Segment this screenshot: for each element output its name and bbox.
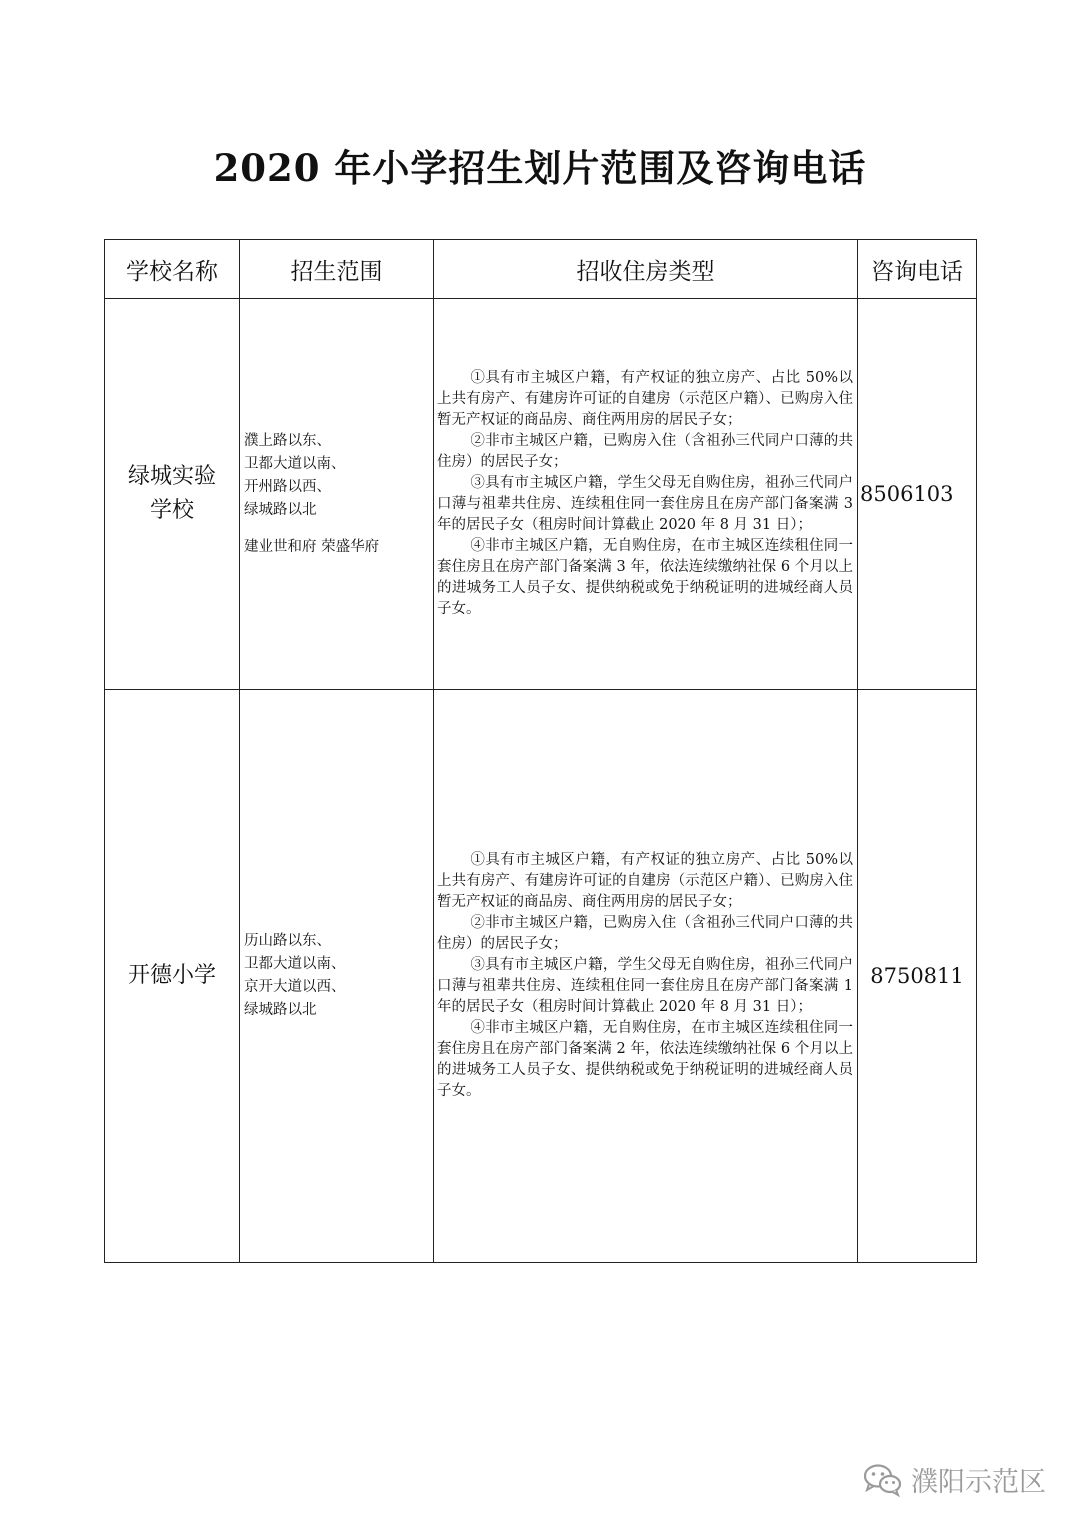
housing-type-item: ②非市主城区户籍，已购房入住（含祖孙三代同户口薄的共住房）的居民子女； — [437, 915, 853, 952]
scope-line: 历山路以东、 — [244, 933, 331, 949]
school-name-line: 开德小学 — [127, 963, 216, 988]
table-header-row — [105, 240, 977, 299]
housing-type-item: ③具有市主城区户籍，学生父母无自购住房，祖孙三代同户口薄与祖辈共住房、连续租住同一套住房且在房产部门备案满 3 年的居民子女（租房时间计算截止 2020 年 8 月 31 日）； — [437, 475, 853, 533]
scope-extra: 建业世和府 荣盛华府 — [244, 538, 380, 555]
school-name-line: 学校 — [149, 498, 194, 523]
table-row — [105, 690, 977, 1263]
watermark-text: 濮阳示范区 — [911, 1467, 1046, 1498]
scope-line: 京开大道以西、 — [244, 979, 346, 995]
housing-type-item: ①具有市主城区户籍，有产权证的独立房产、占比 50%以上共有房产、有建房许可证的自建房（示范区户籍）、已购房入住暂无产权证的商品房、商住两用房的居民子女； — [437, 852, 853, 910]
housing-type-item: ①具有市主城区户籍，有产权证的独立房产、占比 50%以上共有房产、有建房许可证的自建房（示范区户籍）、已购房入住暂无产权证的商品房、商住两用房的居民子女； — [437, 370, 853, 428]
scope-line: 绿城路以北 — [244, 1002, 317, 1018]
header-enrollment-scope: 招生范围 — [240, 240, 434, 299]
scope-line: 开州路以西、 — [244, 478, 331, 495]
scope-line: 绿城路以北 — [244, 501, 317, 518]
housing-types-cell — [434, 299, 858, 690]
housing-type-item: ②非市主城区户籍，已购房入住（含祖孙三代同户口薄的共住房）的居民子女； — [437, 433, 853, 470]
scope-line: 卫都大道以南、 — [244, 455, 346, 472]
scope-line: 卫都大道以南、 — [244, 956, 346, 972]
school-name-cell — [105, 299, 240, 690]
school-name-line: 绿城实验 — [127, 464, 216, 489]
scope-cell — [240, 690, 434, 1263]
header-school-name: 学校名称 — [105, 240, 240, 299]
watermark — [863, 1460, 1046, 1499]
phone-cell: 8750811 — [858, 690, 977, 1263]
housing-types-cell — [434, 690, 858, 1263]
phone-cell: 8506103 — [858, 299, 977, 690]
header-phone: 咨询电话 — [858, 240, 977, 299]
wechat-icon — [863, 1463, 903, 1497]
housing-type-item: ④非市主城区户籍，无自购住房，在市主城区连续租住同一套住房且在房产部门备案满 2 年，依法连续缴纳社保 6 个月以上的进城务工人员子女、提供纳税或免于纳税证明的进城经商人员子女。 — [437, 1020, 853, 1099]
scope-line: 濮上路以东、 — [244, 432, 331, 449]
housing-type-item: ④非市主城区户籍，无自购住房，在市主城区连续租住同一套住房且在房产部门备案满 3 年，依法连续缴纳社保 6 个月以上的进城务工人员子女、提供纳税或免于纳税证明的进城经商人员子女。 — [437, 538, 853, 617]
enrollment-table — [104, 239, 977, 1263]
housing-type-item: ③具有市主城区户籍，学生父母无自购住房，祖孙三代同户口薄与祖辈共住房、连续租住同一套住房且在房产部门备案满 1 年的居民子女（租房时间计算截止 2020 年 8 月 31 日）； — [437, 957, 853, 1015]
table-row — [105, 299, 977, 690]
school-name-cell — [105, 690, 240, 1263]
header-housing-type: 招收住房类型 — [434, 240, 858, 299]
scope-cell — [240, 299, 434, 690]
page-title: 2020 年小学招生划片范围及咨询电话 — [213, 146, 867, 190]
